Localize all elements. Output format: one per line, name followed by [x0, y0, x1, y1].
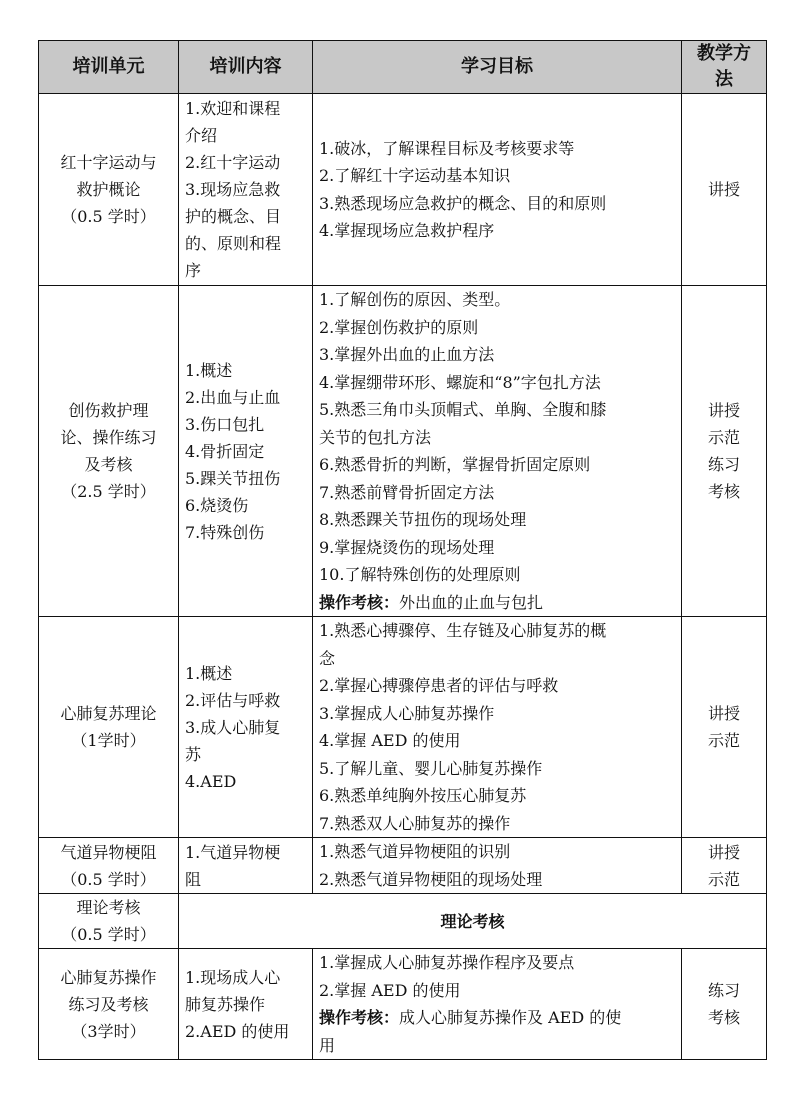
table-row [39, 894, 767, 949]
content-line: 苏 [185, 744, 202, 764]
training-table [38, 40, 767, 1060]
content-line: 3.成人心肺复 [185, 717, 281, 737]
content-line: 护的概念、目 [185, 207, 282, 226]
goal-line: 4.掌握绷带环形、螺旋和“8”字包扎方法 [319, 372, 601, 392]
content-line: 的、原则和程 [185, 234, 282, 253]
method-cell: 练习 考核 [682, 949, 767, 1060]
content-line: 2.出血与止血 [185, 387, 281, 407]
header-method: 教学方 法 [682, 41, 767, 94]
merged-exam-cell: 理论考核 [179, 894, 767, 949]
goal-line: 4.掌握 AED 的使用 [319, 731, 461, 750]
goal-line: 4.掌握现场应急救护程序 [319, 221, 495, 240]
header-row [39, 41, 767, 94]
content-cell [179, 286, 313, 617]
goal-line: 2.掌握心搏骤停患者的评估与呼救 [319, 676, 559, 695]
unit-cell: 理论考核 （0.5 学时） [39, 894, 179, 949]
content-line: 肺复苏操作 [185, 994, 266, 1014]
content-line: 1.现场成人心 [185, 967, 281, 987]
content-line: 6.烧烫伤 [185, 495, 249, 515]
goal-line: 关节的包扎方法 [319, 427, 432, 447]
header-unit: 培训单元 [39, 41, 179, 94]
table-row [39, 286, 767, 617]
goal-line: 3.掌握外出血的止血方法 [319, 345, 495, 364]
exam-label: 操作考核： [319, 1008, 400, 1027]
content-line: 5.踝关节扭伤 [185, 468, 281, 488]
table-row [39, 838, 767, 894]
header-goals: 学习目标 [313, 41, 682, 94]
exam-line-tail: 用 [319, 1035, 336, 1055]
goal-line: 5.了解儿童、婴儿心肺复苏操作 [319, 758, 543, 778]
goal-line: 5.熟悉三角巾头顶帽式、单胸、全腹和膝 [319, 400, 607, 419]
goals-cell [313, 94, 682, 286]
goals-cell [313, 286, 682, 617]
content-cell [179, 838, 313, 894]
unit-cell: 心肺复苏操作 练习及考核 （3学时） [39, 949, 179, 1060]
goal-line: 10.了解特殊创伤的处理原则 [319, 565, 521, 584]
goal-line: 7.熟悉前臂骨折固定方法 [319, 482, 495, 502]
unit-cell: 创伤救护理 论、操作练习 及考核 （2.5 学时） [39, 286, 179, 617]
goal-line: 6.熟悉骨折的判断，掌握骨折固定原则 [319, 455, 591, 474]
goal-line: 念 [319, 648, 336, 668]
goal-line: 1.熟悉心搏骤停、生存链及心肺复苏的概 [319, 621, 607, 640]
goal-line: 3.掌握成人心肺复苏操作 [319, 703, 495, 723]
goal-line: 2.掌握 AED 的使用 [319, 980, 461, 1000]
content-line: 2.红十字运动 [185, 153, 281, 172]
method-cell: 讲授 示范 [682, 617, 767, 838]
method-cell: 讲授 [682, 94, 767, 286]
table-row [39, 617, 767, 838]
table-row [39, 94, 767, 286]
content-line: 7.特殊创伤 [185, 522, 265, 542]
content-line: 4.AED [185, 771, 237, 791]
goal-line: 6.熟悉单纯胸外按压心肺复苏 [319, 786, 527, 805]
exam-text: 成人心肺复苏操作及 AED 的使 [399, 1008, 622, 1027]
content-line: 1.概述 [185, 360, 233, 380]
goal-line: 1.了解创伤的原因、类型。 [319, 290, 511, 309]
content-line: 阻 [185, 869, 202, 889]
goal-line: 1.熟悉气道异物梗阻的识别 [319, 842, 511, 861]
unit-cell: 气道异物梗阻 （0.5 学时） [39, 838, 179, 894]
goals-cell [313, 617, 682, 838]
content-cell [179, 94, 313, 286]
content-line: 2.评估与呼救 [185, 690, 281, 710]
content-line: 2.AED 的使用 [185, 1021, 290, 1041]
goal-line: 1.掌握成人心肺复苏操作程序及要点 [319, 953, 575, 972]
content-cell [179, 617, 313, 838]
content-cell [179, 949, 313, 1060]
content-line: 1.概述 [185, 663, 233, 683]
goal-line: 2.掌握创伤救护的原则 [319, 317, 479, 337]
goal-line: 8.熟悉踝关节扭伤的现场处理 [319, 510, 527, 529]
unit-cell: 红十字运动与 救护概论 （0.5 学时） [39, 94, 179, 286]
goal-line: 9.掌握烧烫伤的现场处理 [319, 537, 495, 557]
header-content: 培训内容 [179, 41, 313, 94]
content-line: 3.伤口包扎 [185, 414, 265, 434]
exam-line [319, 589, 675, 617]
goal-line: 2.了解红十字运动基本知识 [319, 166, 511, 185]
goal-line: 1.破冰，了解课程目标及考核要求等 [319, 138, 575, 158]
unit-cell: 心肺复苏理论 （1学时） [39, 617, 179, 838]
content-line: 4.骨折固定 [185, 441, 265, 461]
table-row [39, 949, 767, 1060]
goals-cell [313, 949, 682, 1060]
goal-line: 2.熟悉气道异物梗阻的现场处理 [319, 869, 543, 889]
goals-cell [313, 838, 682, 894]
goal-line: 7.熟悉双人心肺复苏的操作 [319, 813, 511, 833]
content-line: 1.欢迎和课程 [185, 99, 281, 118]
content-line: 介绍 [185, 126, 218, 145]
exam-text: 外出血的止血与包扎 [399, 592, 544, 612]
exam-line [319, 1004, 675, 1032]
method-cell: 讲授 示范 练习 考核 [682, 286, 767, 617]
method-cell: 讲授 示范 [682, 838, 767, 894]
exam-label: 操作考核： [319, 592, 400, 612]
goal-line: 3.熟悉现场应急救护的概念、目的和原则 [319, 193, 607, 213]
content-line: 1.气道异物梗 [185, 842, 281, 862]
content-line: 3.现场应急救 [185, 180, 281, 199]
content-line: 序 [185, 261, 202, 280]
